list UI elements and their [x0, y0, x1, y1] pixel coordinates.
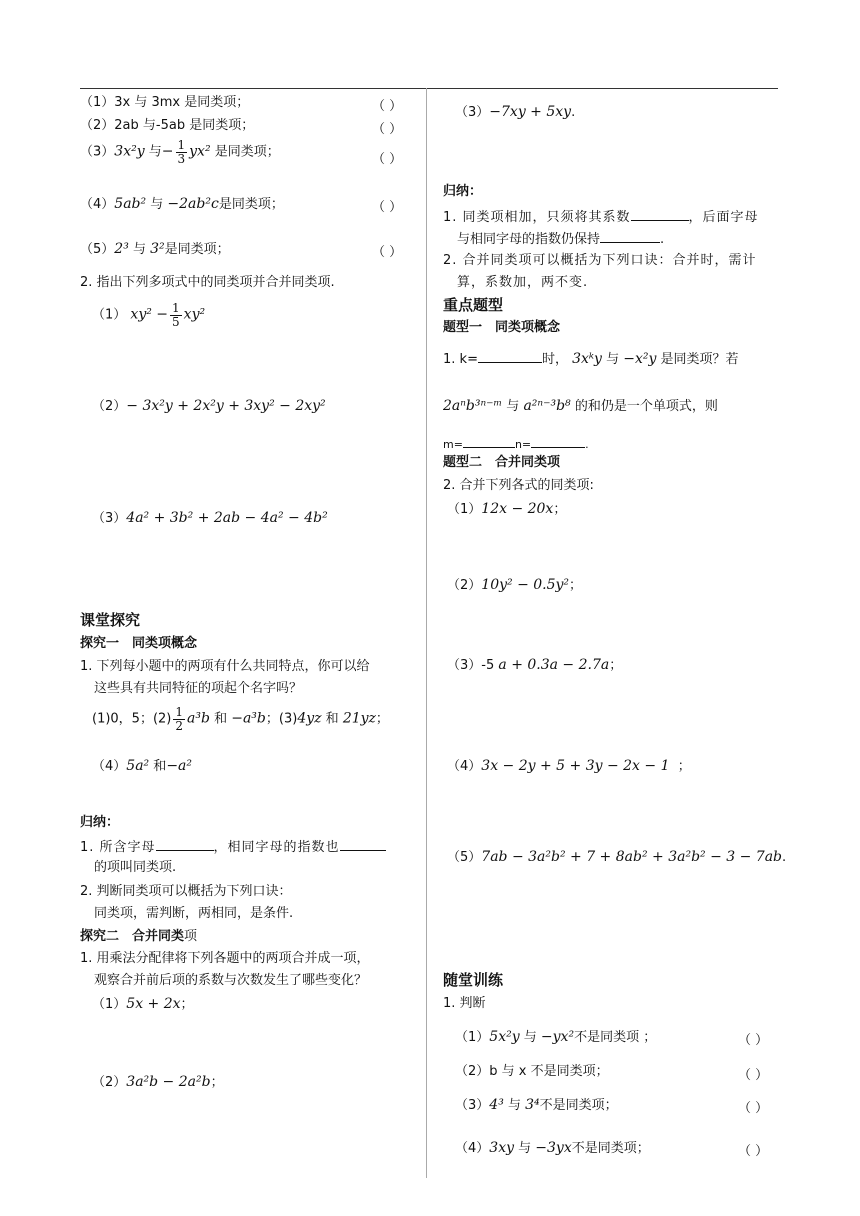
explore1-question-line1: 1. 下列每小题中的两项有什么共同特点，你可以给	[80, 659, 370, 674]
answer-paren[interactable]: （ ）	[738, 1144, 769, 1159]
top-rule	[80, 88, 778, 89]
fill-blank[interactable]	[156, 838, 214, 851]
judge-item-2: （2）2ab 与-5ab 是同类项；	[80, 118, 255, 133]
q2-item-1: （1） xy² − $\frac{1}{5}$ xy²	[92, 301, 206, 329]
answer-paren[interactable]: （ ）	[372, 122, 403, 137]
type1-question-line3: m= n= .	[443, 435, 589, 451]
answer-paren[interactable]: （ ）	[738, 1068, 769, 1083]
section-title-key: 重点题型	[443, 296, 504, 314]
summary2-line2: 2. 合并同类项可以概括为下列口诀：合并时，需计	[443, 253, 757, 268]
fraction: $\frac{1}{5}$	[172, 301, 180, 329]
summary2-title: 归纳：	[443, 184, 483, 199]
section-title-practice: 随堂训练	[443, 971, 504, 989]
fill-blank[interactable]	[631, 208, 689, 221]
question-2: 2. 指出下列多项式中的同类项并合并同类项.	[80, 275, 335, 290]
summary1-rhyme: 同类项，需判断，两相同，是条件.	[94, 906, 294, 921]
summary2-line1: 1. 同类项相加，只须将其系数 ，后面字母	[443, 210, 759, 225]
type1-question-line1: 1. k= 时， 3xᵏy 与 −x²y 是同类项？若	[443, 351, 739, 367]
fraction: $\frac{1}{2}$	[175, 705, 184, 733]
summary1-title: 归纳：	[80, 815, 120, 830]
explore1-items: (1)0，5；(2) $\frac{1}{2}$ a³b 和 −a³b；(3)4yz 和 21yz；	[92, 705, 389, 733]
type2-title: 题型二 合并同类项	[443, 455, 561, 470]
type2-item-3: （3）-5 a + 0.3a − 2.7a；	[447, 657, 623, 673]
practice-item-2: （2）b 与 x 不是同类项；	[455, 1064, 609, 1079]
practice-item-1: （1）5x²y 与 −yx²不是同类项 ；	[455, 1029, 657, 1045]
summary1-line1-cont: 的项叫同类项.	[94, 860, 177, 875]
summary1-line1: 1. 所含字母 ，相同字母的指数也	[80, 838, 386, 856]
explore2-title: 探究二 合并同类项	[80, 929, 198, 944]
q2-item-3: （3）4a² + 3b² + 2ab − 4a² − 4b²	[92, 510, 328, 526]
answer-paren[interactable]: （ ）	[372, 152, 403, 167]
explore2-item-3: （3）−7xy + 5xy.	[455, 104, 576, 120]
q2-item-2: （2）− 3x²y + 2x²y + 3xy² − 2xy²	[92, 398, 326, 414]
type1-question-line2: 2aⁿb³ⁿ⁻ᵐ 与 a²ⁿ⁻³b⁸ 的和仍是一个单项式，则	[443, 398, 718, 414]
explore2-question-line2: 观察合并前后项的系数与次数发生了哪些变化？	[94, 973, 368, 988]
fill-blank[interactable]	[531, 435, 585, 448]
explore2-question-line1: 1. 用乘法分配律将下列各题中的两项合并成一项，	[80, 951, 370, 966]
answer-paren[interactable]: （ ）	[738, 1033, 769, 1048]
type2-question: 2. 合并下列各式的同类项:	[443, 478, 594, 493]
explore2-item-1: （1）5x + 2x；	[92, 996, 194, 1012]
type2-item-5: （5）7ab − 3a²b² + 7 + 8ab² + 3a²b² − 3 − 7ab.	[447, 849, 787, 865]
fraction: $\frac{1}{3}$	[177, 138, 186, 166]
section-title-explore: 课堂探究	[80, 611, 141, 629]
judge-item-4: （4）5ab² 与 −2ab²c是同类项；	[80, 196, 284, 212]
judge-item-1: （1）3x 与 3mx 是同类项；	[80, 95, 250, 110]
column-divider	[426, 88, 427, 1178]
judge-item-5: （5）2³ 与 3²是同类项；	[80, 241, 230, 257]
type2-item-2: （2）10y² − 0.5y²；	[447, 577, 583, 593]
answer-paren[interactable]: （ ）	[372, 200, 403, 215]
explore1-question-line2: 这些具有共同特征的项起个名字吗？	[94, 681, 303, 696]
practice-question-1: 1. 判断	[443, 996, 486, 1011]
summary2-line1-cont: 与相同字母的指数仍保持 .	[457, 232, 665, 247]
fill-blank[interactable]	[478, 350, 542, 363]
judge-item-3: （3）3x²y 与− $\frac{1}{3}$ yx² 是同类项；	[80, 138, 280, 166]
practice-item-4: （4）3xy 与 −3yx不是同类项；	[455, 1140, 650, 1156]
type2-item-4: （4）3x − 2y + 5 + 3y − 2x − 1 ；	[447, 758, 691, 774]
summary1-line2: 2. 判断同类项可以概括为下列口诀：	[80, 884, 292, 899]
answer-paren[interactable]: （ ）	[738, 1101, 769, 1116]
type1-title: 题型一 同类项概念	[443, 320, 561, 335]
explore1-item-4: （4）5a² 和−a²	[92, 758, 193, 774]
fill-blank[interactable]	[463, 435, 515, 448]
fill-blank[interactable]	[600, 230, 660, 243]
summary2-line2-cont: 算，系数加，两不变.	[457, 275, 589, 290]
practice-item-3: （3）4³ 与 3⁴不是同类项；	[455, 1097, 618, 1113]
fill-blank[interactable]	[340, 838, 386, 851]
explore2-item-2: （2）3a²b − 2a²b；	[92, 1074, 224, 1090]
explore1-title: 探究一 同类项概念	[80, 636, 198, 651]
answer-paren[interactable]: （ ）	[372, 245, 403, 260]
type2-item-1: （1）12x − 20x；	[447, 501, 567, 517]
answer-paren[interactable]: （ ）	[372, 99, 403, 114]
